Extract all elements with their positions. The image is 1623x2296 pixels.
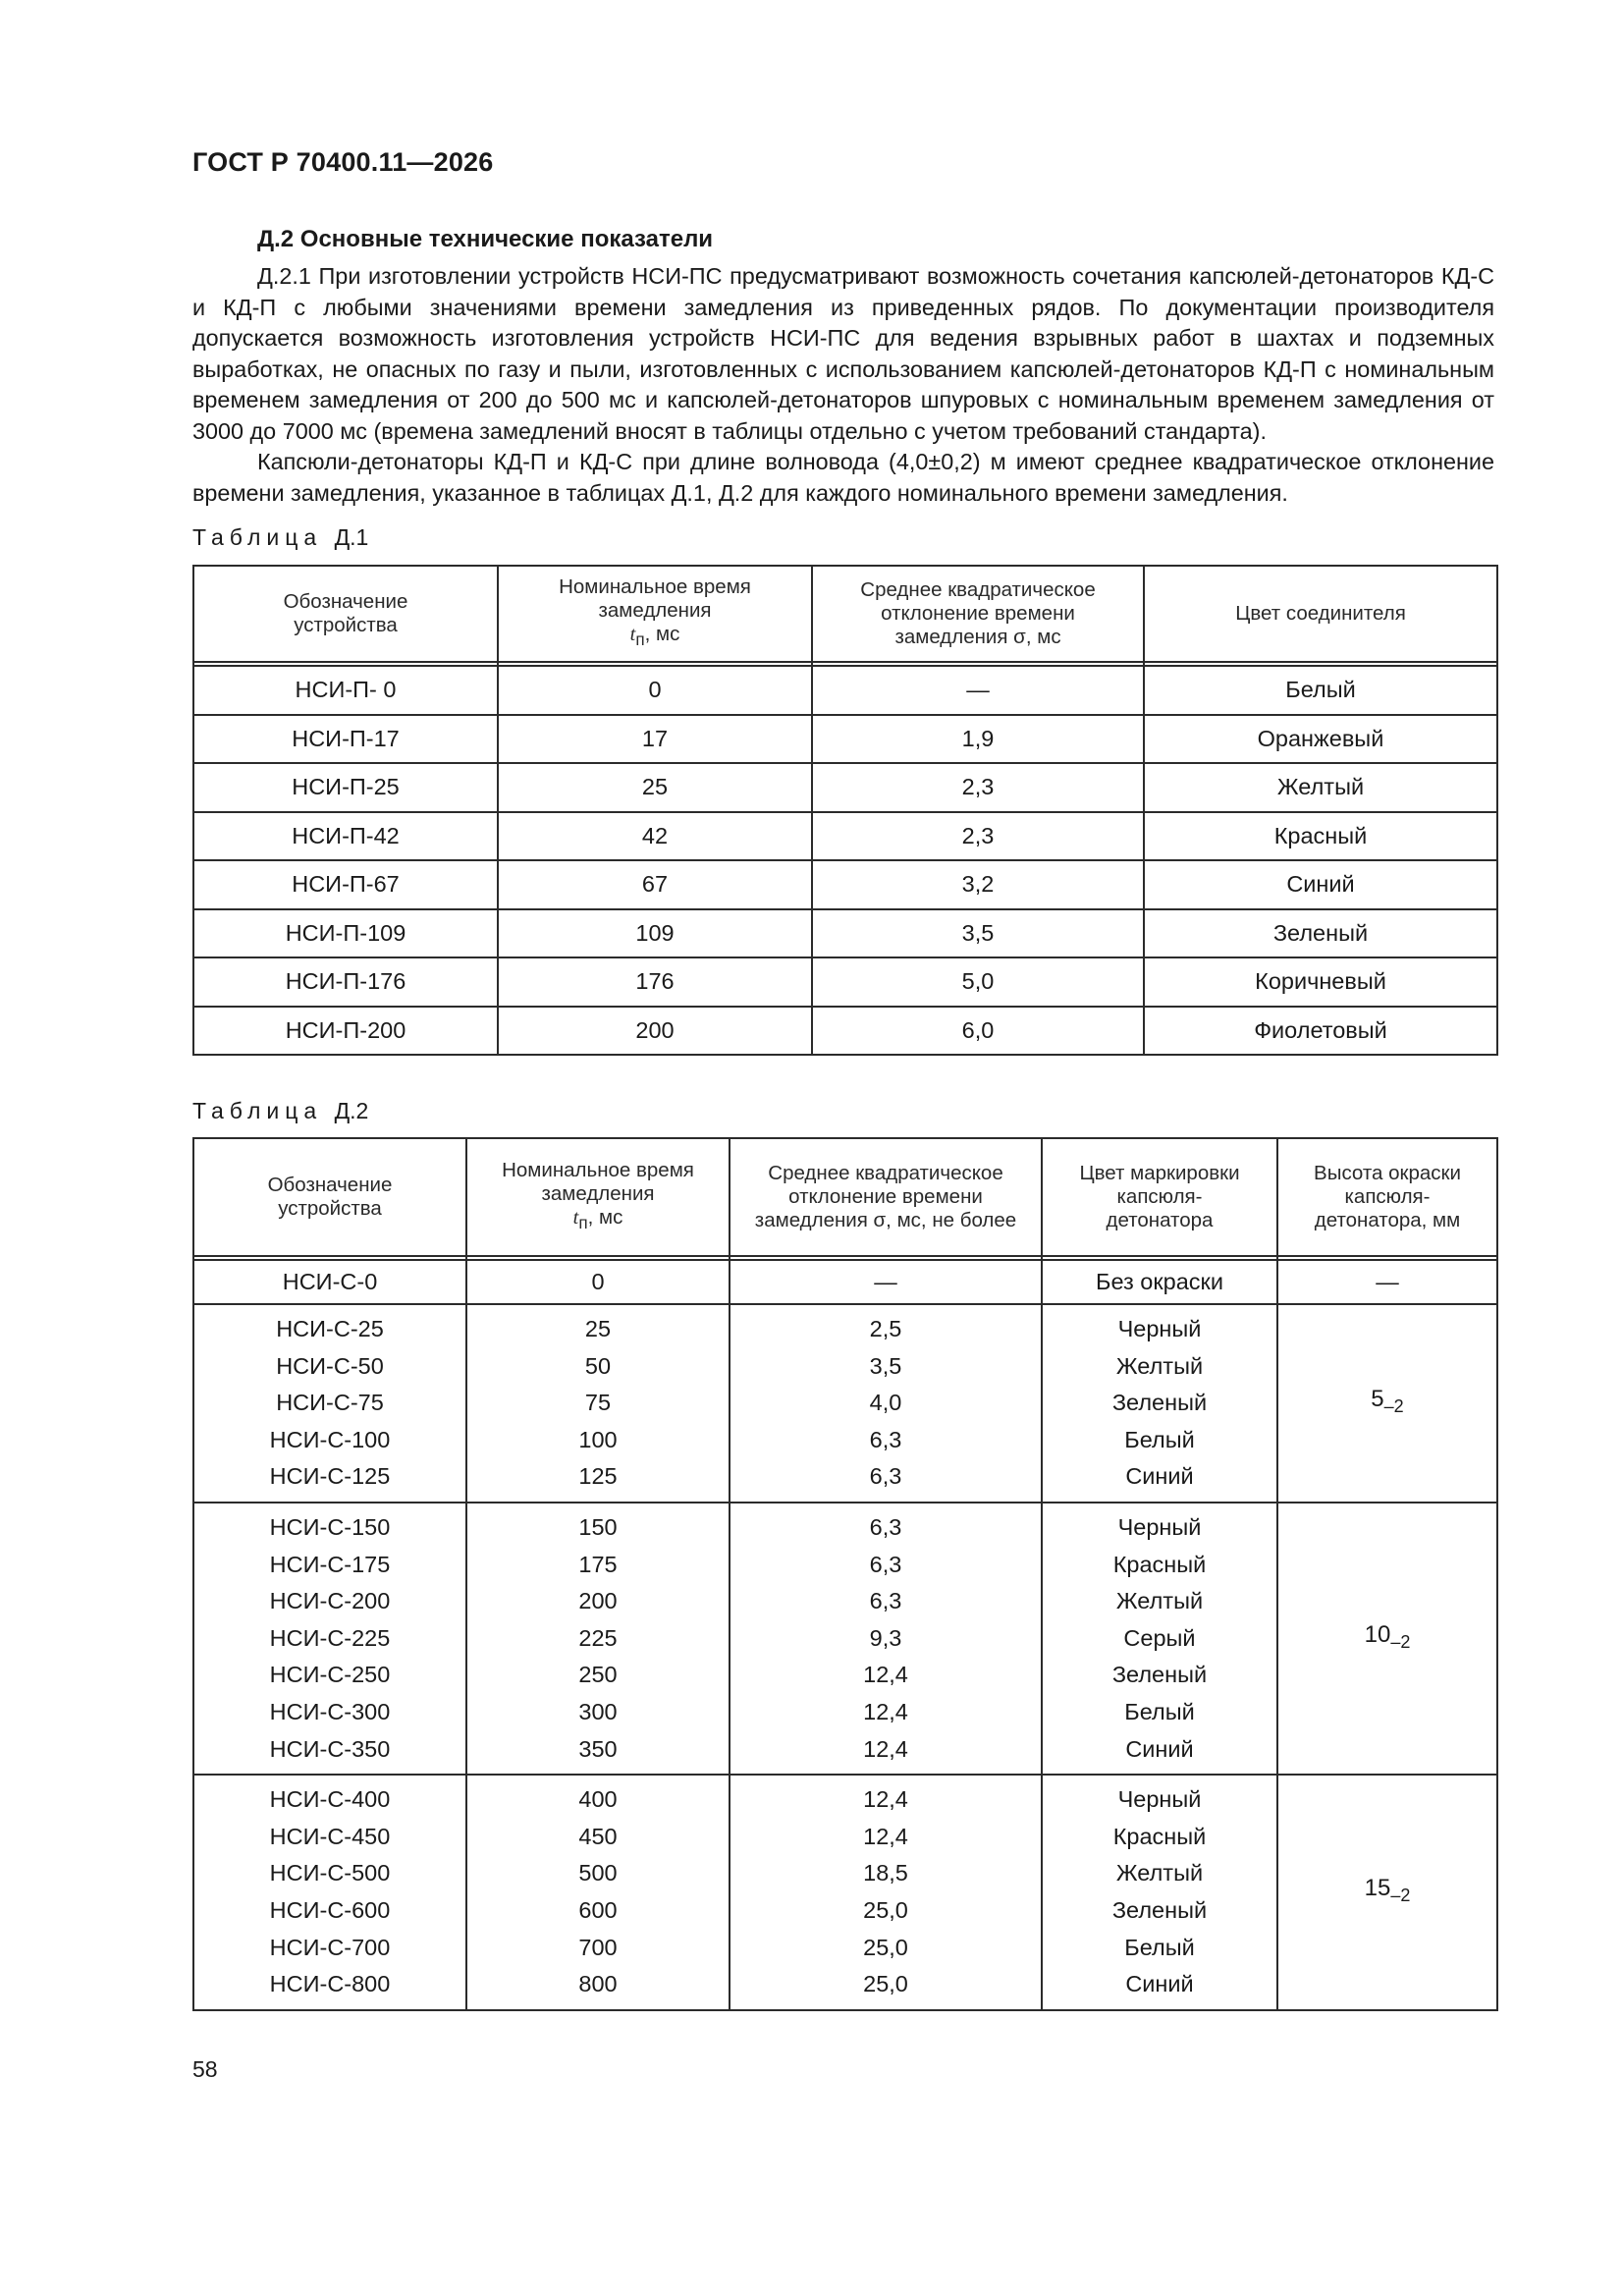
- paint-height-value: [1364, 1875, 1411, 1906]
- cell-nominal-time: 17: [498, 715, 812, 764]
- cell-nominal-time: 600: [578, 1896, 618, 1923]
- cell-height: —: [1277, 1260, 1497, 1304]
- cell-deviation: 2,3: [812, 812, 1144, 861]
- paint-height-value: [1364, 1620, 1411, 1652]
- cell-connector-color: Синий: [1144, 860, 1497, 909]
- paint-height-tolerance: –2: [1390, 1631, 1411, 1652]
- cell-marking-color: Белый: [1124, 1426, 1195, 1452]
- cell-designation: НСИ-С-125: [269, 1463, 391, 1490]
- cell-connector-color: Зеленый: [1144, 909, 1497, 958]
- cell-designation: НСИ-П-200: [193, 1007, 498, 1056]
- cell-nominal-time: 225: [578, 1624, 618, 1651]
- table-d1: [192, 565, 1498, 1056]
- table-caption-number: Д.2: [334, 1098, 369, 1123]
- table-caption-word: Таблица: [192, 1098, 323, 1123]
- section-title: Д.2 Основные технические показатели: [257, 226, 714, 252]
- cell-nominal-time: 75: [584, 1390, 612, 1416]
- cell-designation-group: [193, 1775, 466, 2010]
- cell-deviation: 12,4: [863, 1735, 908, 1762]
- cell-marking-color: Желтый: [1115, 1588, 1204, 1614]
- cell-nominal-time: 100: [578, 1426, 618, 1452]
- cell-marking-color: Желтый: [1115, 1352, 1204, 1379]
- paint-height-tolerance: –2: [1390, 1886, 1411, 1906]
- table-row: [193, 860, 1497, 909]
- column-header-deviation: Среднее квадратическое отклонение времени замедления σ, мс: [812, 566, 1144, 662]
- column-header-nominal-time: Номинальное время замедления $t_п$, мс: [466, 1138, 730, 1256]
- cell-connector-color: Фиолетовый: [1144, 1007, 1497, 1056]
- cell-marking-color: Белый: [1124, 1934, 1195, 1960]
- page-number: 58: [192, 2056, 218, 2082]
- cell-nominal-time: 200: [578, 1588, 618, 1614]
- paint-height-tolerance: –2: [1383, 1396, 1404, 1417]
- cell-deviation-group: [730, 1503, 1042, 1775]
- cell-designation: НСИ-П-67: [193, 860, 498, 909]
- table-row: [193, 763, 1497, 812]
- cell-nominal-time: 350: [578, 1735, 618, 1762]
- cell-nominal-time: 176: [498, 957, 812, 1007]
- cell-designation: НСИ-С-50: [276, 1352, 384, 1379]
- cell-nominal-time: 109: [498, 909, 812, 958]
- paint-height-base: 10: [1364, 1620, 1391, 1648]
- cell-nominal-time: 500: [578, 1860, 618, 1886]
- table-row: [193, 812, 1497, 861]
- cell-marking-color: Серый: [1123, 1624, 1196, 1651]
- cell-deviation: 6,3: [869, 1513, 902, 1540]
- cell-designation: НСИ-П-25: [193, 763, 498, 812]
- cell-nominal-time-group: [466, 1304, 730, 1503]
- cell-deviation: —: [812, 666, 1144, 715]
- cell-marking-color: Синий: [1125, 1463, 1194, 1490]
- cell-marking-color-group: [1042, 1304, 1277, 1503]
- column-header-paint-height: Высота окраски капсюля-детонатора, мм: [1277, 1138, 1497, 1256]
- cell-deviation: 25,0: [863, 1896, 908, 1923]
- cell-deviation: 3,5: [812, 909, 1144, 958]
- cell-designation-group: [193, 1503, 466, 1775]
- table-row-group: [193, 1775, 1497, 2010]
- cell-deviation: 2,3: [812, 763, 1144, 812]
- cell-deviation: 5,0: [812, 957, 1144, 1007]
- cell-designation: НСИ-С-225: [269, 1624, 391, 1651]
- cell-nominal-time-group: [466, 1503, 730, 1775]
- table-d2: [192, 1137, 1498, 2011]
- cell-connector-color: Желтый: [1144, 763, 1497, 812]
- cell-designation: НСИ-С-450: [269, 1823, 391, 1849]
- paint-height-value: [1371, 1386, 1404, 1417]
- cell-designation: НСИ-С-400: [269, 1786, 391, 1813]
- cell-deviation: 4,0: [869, 1390, 902, 1416]
- cell-deviation: 12,4: [863, 1698, 908, 1724]
- cell-deviation: 6,3: [869, 1588, 902, 1614]
- cell-designation: НСИ-П-109: [193, 909, 498, 958]
- table-row: [193, 957, 1497, 1007]
- table-row-group: [193, 1304, 1497, 1503]
- cell-nominal-time: 700: [578, 1934, 618, 1960]
- document-header: ГОСТ Р 70400.11—2026: [192, 147, 494, 177]
- cell-nominal-time-group: [466, 1775, 730, 2010]
- paragraph: Д.2.1 При изготовлении устройств НСИ-ПС предусматривают возможность сочетания капсюлей-детонаторов КД-С и КД-П с любыми значениями времени замедления из приведенных рядов. По документации производителя допускается возможность изготовления устройств НСИ-ПС для ведения взрывных работ в шахтах и подземных выработках, не опасных по газу и пыли, изготовленных с использованием капсюлей-детонаторов КД-П с номинальным временем замедления от 200 до 500 мс и капсюлей-детонаторов шпуровых с номинальным временем замедления от 3000 до 7000 мс (времена замедлений вносят в таблицы отдельно с учетом требований стандарта).: [192, 263, 1494, 444]
- column-header-marking-color: Цвет маркировки капсюля-детонатора: [1042, 1138, 1277, 1256]
- cell-nominal-time: 50: [584, 1352, 612, 1379]
- table-caption: [192, 524, 368, 551]
- cell-deviation: 25,0: [863, 1971, 908, 1997]
- cell-marking-color: Зеленый: [1111, 1896, 1208, 1923]
- cell-deviation: 12,4: [863, 1786, 908, 1813]
- cell-color: Без окраски: [1042, 1260, 1277, 1304]
- column-header-connector-color: Цвет соединителя: [1144, 566, 1497, 662]
- column-header-nominal-time: Номинальное время замедления $t_п$, мс: [498, 566, 812, 662]
- table-caption: [192, 1098, 368, 1124]
- cell-dev: —: [730, 1260, 1042, 1304]
- column-header-designation: Обозначение устройства: [193, 1138, 466, 1256]
- cell-marking-color-group: [1042, 1775, 1277, 2010]
- cell-designation: НСИ-П-176: [193, 957, 498, 1007]
- cell-designation: НСИ-С-350: [269, 1735, 391, 1762]
- cell-name: НСИ-С-0: [193, 1260, 466, 1304]
- cell-designation: НСИ-П-17: [193, 715, 498, 764]
- cell-marking-color: Черный: [1117, 1316, 1202, 1341]
- cell-paint-height: [1277, 1304, 1497, 1503]
- paint-height-base: 15: [1364, 1875, 1391, 1902]
- cell-nominal-time: 25: [584, 1316, 612, 1341]
- cell-designation: НСИ-С-175: [269, 1551, 391, 1577]
- cell-connector-color: Коричневый: [1144, 957, 1497, 1007]
- table-row-group: [193, 1503, 1497, 1775]
- cell-marking-color: Белый: [1124, 1698, 1195, 1724]
- cell-paint-height: [1277, 1503, 1497, 1775]
- table-row: [193, 909, 1497, 958]
- cell-deviation: 6,3: [869, 1463, 902, 1490]
- cell-nominal-time: 42: [498, 812, 812, 861]
- cell-deviation: 2,5: [869, 1316, 902, 1341]
- cell-designation: НСИ-С-75: [276, 1390, 384, 1416]
- cell-nominal-time: 400: [578, 1786, 618, 1813]
- cell-designation: НСИ-П- 0: [193, 666, 498, 715]
- cell-paint-height: [1277, 1775, 1497, 2010]
- cell-designation: НСИ-С-300: [269, 1698, 391, 1724]
- cell-designation: НСИ-С-150: [269, 1513, 391, 1540]
- cell-nominal-time: 175: [578, 1551, 618, 1577]
- cell-deviation: 3,2: [812, 860, 1144, 909]
- cell-connector-color: Красный: [1144, 812, 1497, 861]
- cell-marking-color: Зеленый: [1111, 1662, 1208, 1688]
- cell-designation: НСИ-П-42: [193, 812, 498, 861]
- cell-deviation: 25,0: [863, 1934, 908, 1960]
- cell-marking-color-group: [1042, 1503, 1277, 1775]
- cell-marking-color: Красный: [1112, 1551, 1207, 1577]
- cell-nominal-time: 150: [578, 1513, 618, 1540]
- cell-designation: НСИ-С-800: [269, 1971, 391, 1997]
- column-header-designation: Обозначение устройства: [193, 566, 498, 662]
- cell-deviation: 6,3: [869, 1426, 902, 1452]
- cell-nominal-time: 25: [498, 763, 812, 812]
- cell-marking-color: Черный: [1117, 1513, 1202, 1540]
- cell-time: 0: [466, 1260, 730, 1304]
- cell-designation: НСИ-С-100: [269, 1426, 391, 1452]
- cell-connector-color: Белый: [1144, 666, 1497, 715]
- paint-height-base: 5: [1371, 1386, 1384, 1413]
- cell-marking-color: Желтый: [1115, 1860, 1204, 1886]
- cell-nominal-time: 125: [578, 1463, 618, 1490]
- cell-nominal-time: 250: [578, 1662, 618, 1688]
- cell-designation: НСИ-С-700: [269, 1934, 391, 1960]
- cell-designation: НСИ-С-25: [276, 1316, 384, 1341]
- column-header-deviation: Среднее квадратическое отклонение времени замедления σ, мс, не более: [730, 1138, 1042, 1256]
- body-text: [192, 261, 1494, 509]
- table-row: [193, 666, 1497, 715]
- cell-deviation: 6,0: [812, 1007, 1144, 1056]
- cell-nominal-time: 800: [578, 1971, 618, 1997]
- cell-marking-color: Синий: [1125, 1735, 1194, 1762]
- cell-connector-color: Оранжевый: [1144, 715, 1497, 764]
- table-row: [193, 715, 1497, 764]
- cell-designation: НСИ-С-500: [269, 1860, 391, 1886]
- cell-deviation: 18,5: [863, 1860, 908, 1886]
- cell-marking-color: Синий: [1125, 1971, 1194, 1997]
- cell-deviation-group: [730, 1304, 1042, 1503]
- paragraph: Капсюли-детонаторы КД-П и КД-С при длине волновода (4,0±0,2) м имеют среднее квадратическое отклонение времени замедления, указанное в таблицах Д.1, Д.2 для каждого номинального времени замедления.: [192, 449, 1494, 506]
- cell-deviation: 3,5: [869, 1352, 902, 1379]
- cell-nominal-time: 67: [498, 860, 812, 909]
- cell-designation: НСИ-С-200: [269, 1588, 391, 1614]
- cell-nominal-time: 200: [498, 1007, 812, 1056]
- cell-deviation: 9,3: [869, 1624, 902, 1651]
- cell-marking-color: Черный: [1117, 1786, 1202, 1813]
- table-caption-word: Таблица: [192, 524, 323, 550]
- cell-nominal-time: 450: [578, 1823, 618, 1849]
- cell-deviation-group: [730, 1775, 1042, 2010]
- cell-marking-color: Красный: [1112, 1823, 1207, 1849]
- cell-deviation: 12,4: [863, 1823, 908, 1849]
- cell-nominal-time: 300: [578, 1698, 618, 1724]
- cell-deviation: 12,4: [863, 1662, 908, 1688]
- cell-deviation: 1,9: [812, 715, 1144, 764]
- cell-designation: НСИ-С-250: [269, 1662, 391, 1688]
- cell-deviation: 6,3: [869, 1551, 902, 1577]
- table-caption-number: Д.1: [334, 524, 369, 550]
- table-row: [193, 1007, 1497, 1056]
- cell-designation: НСИ-С-600: [269, 1896, 391, 1923]
- cell-marking-color: Зеленый: [1111, 1390, 1208, 1416]
- cell-nominal-time: 0: [498, 666, 812, 715]
- table-row: [193, 1260, 1497, 1304]
- cell-designation-group: [193, 1304, 466, 1503]
